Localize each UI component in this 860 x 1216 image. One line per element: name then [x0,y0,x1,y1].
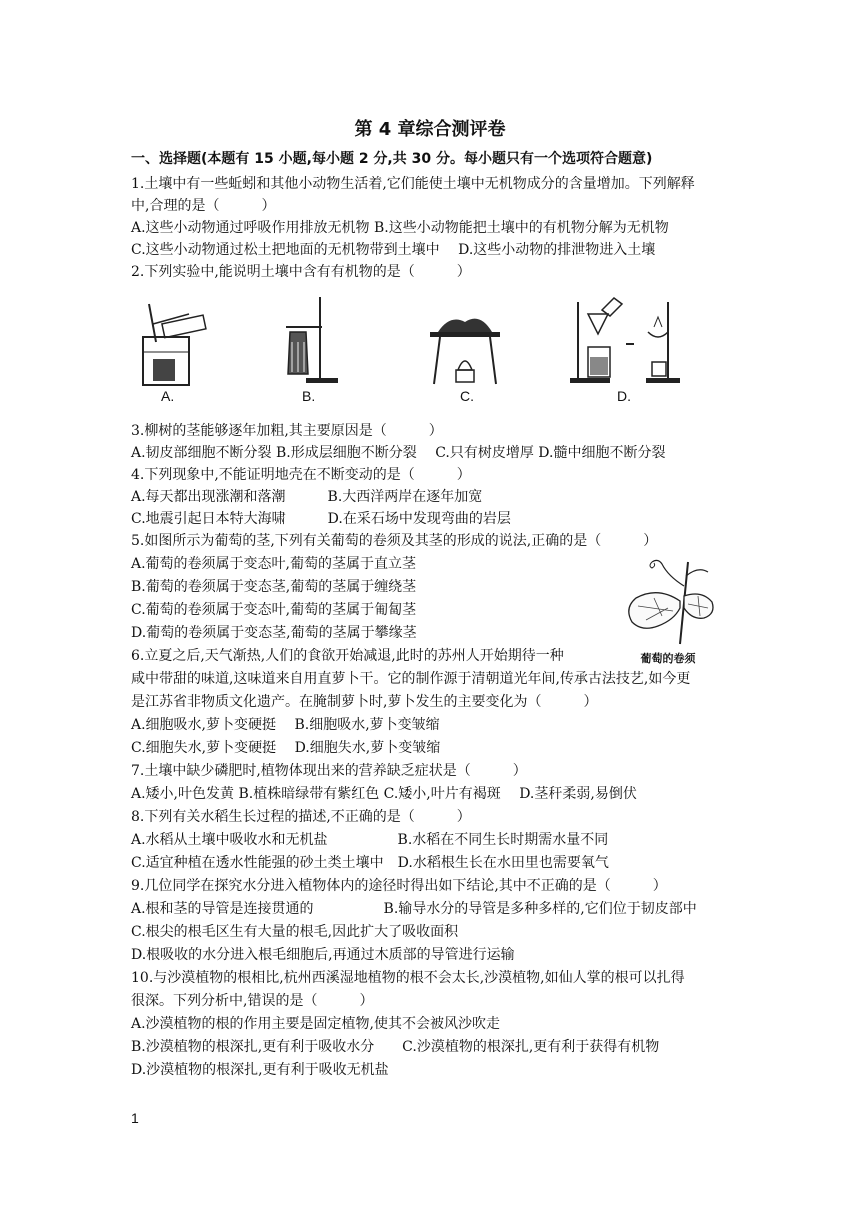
question-line: D.沙漠植物的根深扎,更有利于吸收无机盐 [131,1062,389,1078]
figure-b-stand-heating [278,292,348,412]
question-line: 9.几位同学在探究水分进入植物体内的途径时得出如下结论,其中不正确的是（ ） [131,878,667,894]
question-line: 咸中带甜的味道,这味道来自用直萝卜干。它的制作源于清朝道光年间,传承古法技艺,如今更 [131,671,691,687]
figure-a-beaker-test-tube [131,292,221,412]
figure-label-a: A. [161,388,175,404]
question-line: C.适宜种植在透水性能强的砂土类土壤中 D.水稻根生长在水田里也需要氧气 [131,855,609,871]
figure-label-d: D. [617,388,631,404]
question-line: A.葡萄的卷须属于变态叶,葡萄的茎属于直立茎 [131,556,417,572]
figure-label-c: C. [460,388,474,404]
question-line: 3.柳树的茎能够逐年加粗,其主要原因是（ ） [131,423,443,439]
question-line: 1.土壤中有一些蚯蚓和其他小动物生活着,它们能使土壤中无机物成分的含量增加。下列解释 [131,176,695,192]
question-line: C.葡萄的卷须属于变态叶,葡萄的茎属于匍匐茎 [131,602,417,618]
section-heading: 一、选择题(本题有 15 小题,每小题 2 分,共 30 分。每小题只有一个选项符合题意) [131,151,653,167]
question-line: A.这些小动物通过呼吸作用排放无机物 B.这些小动物能把土壤中的有机物分解为无机物 [131,220,669,236]
grape-figure-caption: 葡萄的卷须 [640,652,696,665]
figure-d-filtration-evaporation [562,292,692,412]
question-line: 是江苏省非物质文化遗产。在腌制萝卜时,萝卜发生的主要变化为（ ） [131,694,598,710]
question-line: A.水稻从土壤中吸收水和无机盐 B.水稻在不同生长时期需水量不同 [131,832,609,848]
question-line: 7.土壤中缺少磷肥时,植物体现出来的营养缺乏症状是（ ） [131,763,527,779]
question-line: 很深。下列分析中,错误的是（ ） [131,993,374,1009]
question-line: A.每天都出现涨潮和落潮 B.大西洋两岸在逐年加宽 [131,489,483,505]
question-line: D.根吸收的水分进入根毛细胞后,再通过木质部的导管进行运输 [131,947,515,963]
figure-label-b: B. [302,388,316,404]
question-line: 2.下列实验中,能说明土壤中含有有机物的是（ ） [131,264,471,280]
page-number: 1 [131,1110,139,1126]
question-line: 4.下列现象中,不能证明地壳在不断变动的是（ ） [131,467,471,483]
question-line: 5.如图所示为葡萄的茎,下列有关葡萄的卷须及其茎的形成的说法,正确的是（ ） [131,533,658,549]
grape-tendril-figure [618,556,718,666]
question-line: 中,合理的是（ ） [131,198,276,214]
question-line: C.细胞失水,萝卜变硬挺 D.细胞失水,萝卜变皱缩 [131,740,441,756]
question-line: B.葡萄的卷须属于变态茎,葡萄的茎属于缠绕茎 [131,579,417,595]
question-line: A.根和茎的导管是连接贯通的 B.输导水分的导管是多种多样的,它们位于韧皮部中 [131,901,697,917]
question-line: 8.下列有关水稻生长过程的描述,不正确的是（ ） [131,809,471,825]
question-line: D.葡萄的卷须属于变态茎,葡萄的茎属于攀缘茎 [131,625,417,641]
question-line: A.矮小,叶色发黄 B.植株暗绿带有紫红色 C.矮小,叶片有褐斑 D.茎秆柔弱,易倒伏 [131,786,637,802]
page-title: 第 4 章综合测评卷 [354,119,506,140]
question-line: A.细胞吸水,萝卜变硬挺 B.细胞吸水,萝卜变皱缩 [131,717,440,733]
question-line: C.根尖的根毛区生有大量的根毛,因此扩大了吸收面积 [131,924,459,940]
question-line: A.沙漠植物的根的作用主要是固定植物,使其不会被风沙吹走 [131,1016,501,1032]
question-line: A.韧皮部细胞不断分裂 B.形成层细胞不断分裂 C.只有树皮增厚 D.髓中细胞不断分裂 [131,445,666,461]
question-line: C.地震引起日本特大海啸 D.在采石场中发现弯曲的岩层 [131,511,511,527]
question-line: 6.立夏之后,天气渐热,人们的食欲开始减退,此时的苏州人开始期待一种 [131,648,564,664]
question-line: C.这些小动物通过松土把地面的无机物带到土壤中 D.这些小动物的排泄物进入土壤 [131,242,656,258]
question-line: B.沙漠植物的根深扎,更有利于吸收水分 C.沙漠植物的根深扎,更有利于获得有机物 [131,1039,660,1055]
figure-c-tripod-burner [420,292,510,412]
question-line: 10.与沙漠植物的根相比,杭州西溪湿地植物的根不会太长,沙漠植物,如仙人掌的根可以扎得 [131,970,685,986]
